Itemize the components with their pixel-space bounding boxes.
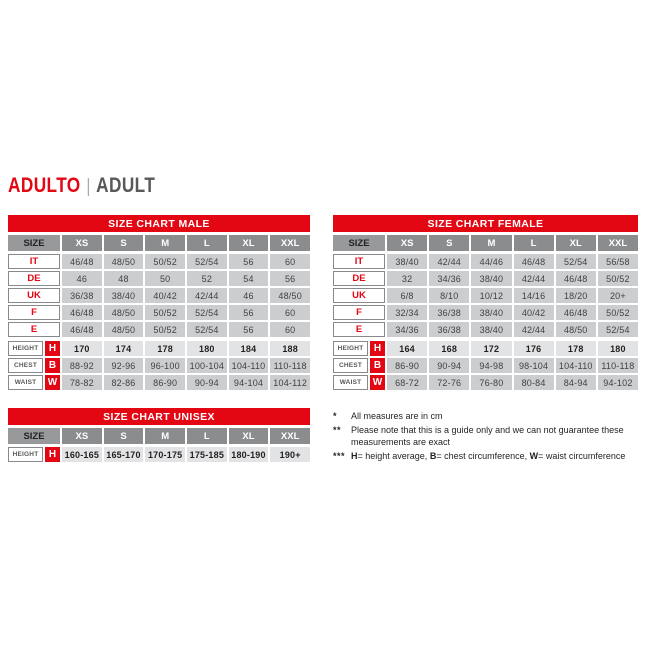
value-cell: 104-112 bbox=[270, 375, 310, 390]
size-row-de bbox=[8, 271, 310, 286]
header-cell-l: L bbox=[187, 428, 227, 444]
value-cell: 50/52 bbox=[598, 271, 638, 286]
note-text: All measures are in cm bbox=[351, 411, 443, 421]
value-cell: 42/44 bbox=[429, 254, 469, 269]
value-cell: 32/34 bbox=[387, 305, 427, 320]
value-cell: 190+ bbox=[270, 447, 310, 462]
value-cell: 172 bbox=[471, 341, 511, 356]
value-cell: 72-76 bbox=[429, 375, 469, 390]
region-label-uk: UK bbox=[333, 288, 385, 303]
header-cell-l: L bbox=[514, 235, 554, 251]
region-label-f: F bbox=[8, 305, 60, 320]
measure-label-group bbox=[8, 358, 60, 373]
measure-code-h: H bbox=[45, 447, 60, 462]
value-cell: 96-100 bbox=[145, 358, 185, 373]
value-cell: 6/8 bbox=[387, 288, 427, 303]
value-cell: 42/44 bbox=[187, 288, 227, 303]
size-row-de bbox=[333, 271, 638, 286]
measure-code-b: B bbox=[45, 358, 60, 373]
header-cell-xs: XS bbox=[62, 428, 102, 444]
value-cell: 52 bbox=[187, 271, 227, 286]
measure-code-b: B bbox=[370, 358, 385, 373]
value-cell: 38/40 bbox=[471, 305, 511, 320]
value-cell: 60 bbox=[270, 254, 310, 269]
region-label-de: DE bbox=[8, 271, 60, 286]
header-cell-xxl: XXL bbox=[598, 235, 638, 251]
value-cell: 48/50 bbox=[104, 322, 144, 337]
value-cell: 50/52 bbox=[598, 305, 638, 320]
header-cell-s: S bbox=[104, 428, 144, 444]
header-row bbox=[8, 235, 310, 251]
measure-row-height bbox=[333, 341, 638, 356]
measure-code-h: H bbox=[370, 341, 385, 356]
value-cell: 56 bbox=[229, 254, 269, 269]
value-cell: 44/46 bbox=[471, 254, 511, 269]
value-cell: 180-190 bbox=[229, 447, 269, 462]
header-cell-size: SIZE bbox=[8, 235, 60, 251]
page-title bbox=[8, 174, 155, 198]
value-cell: 52/54 bbox=[187, 322, 227, 337]
value-cell: 38/40 bbox=[387, 254, 427, 269]
value-cell: 46/48 bbox=[556, 305, 596, 320]
value-cell: 20+ bbox=[598, 288, 638, 303]
value-cell: 86-90 bbox=[145, 375, 185, 390]
value-cell: 170 bbox=[62, 341, 102, 356]
value-cell: 48/50 bbox=[104, 254, 144, 269]
size-chart-female bbox=[333, 215, 638, 392]
measure-label-waist: WAIST bbox=[8, 375, 43, 390]
note-marker: ** bbox=[333, 425, 342, 435]
value-cell: 46 bbox=[229, 288, 269, 303]
size-row-it bbox=[333, 254, 638, 269]
region-label-e: E bbox=[333, 322, 385, 337]
value-cell: 46/48 bbox=[556, 271, 596, 286]
value-cell: 50/52 bbox=[145, 322, 185, 337]
header-cell-m: M bbox=[471, 235, 511, 251]
value-cell: 174 bbox=[104, 341, 144, 356]
value-cell: 68-72 bbox=[387, 375, 427, 390]
header-cell-xs: XS bbox=[62, 235, 102, 251]
measure-label-group bbox=[8, 447, 60, 462]
value-cell: 10/12 bbox=[471, 288, 511, 303]
header-cell-m: M bbox=[145, 235, 185, 251]
measure-label-chest: CHEST bbox=[333, 358, 368, 373]
value-cell: 180 bbox=[187, 341, 227, 356]
value-cell: 84-94 bbox=[556, 375, 596, 390]
header-cell-s: S bbox=[104, 235, 144, 251]
value-cell: 180 bbox=[598, 341, 638, 356]
region-label-it: IT bbox=[8, 254, 60, 269]
value-cell: 94-98 bbox=[471, 358, 511, 373]
measure-code-w: W bbox=[45, 375, 60, 390]
value-cell: 34/36 bbox=[429, 271, 469, 286]
header-cell-xxl: XXL bbox=[270, 428, 310, 444]
size-chart-unisex-body bbox=[8, 428, 310, 462]
value-cell: 34/36 bbox=[387, 322, 427, 337]
value-cell: 50/52 bbox=[145, 305, 185, 320]
header-cell-xxl: XXL bbox=[270, 235, 310, 251]
note-text: H= height average, B= chest circumference, W= waist circumference bbox=[351, 450, 626, 461]
value-cell: 18/20 bbox=[556, 288, 596, 303]
value-cell: 175-185 bbox=[187, 447, 227, 462]
footnotes bbox=[333, 411, 635, 465]
measure-label-height: HEIGHT bbox=[8, 341, 43, 356]
value-cell: 52/54 bbox=[187, 305, 227, 320]
measure-label-height: HEIGHT bbox=[333, 341, 368, 356]
note-legend bbox=[333, 451, 635, 463]
value-cell: 14/16 bbox=[514, 288, 554, 303]
value-cell: 48/50 bbox=[270, 288, 310, 303]
size-chart-female-body bbox=[333, 235, 638, 390]
measure-code-w: W bbox=[370, 375, 385, 390]
measure-row-chest bbox=[333, 358, 638, 373]
header-cell-xs: XS bbox=[387, 235, 427, 251]
measure-label-height: HEIGHT bbox=[8, 447, 43, 462]
value-cell: 164 bbox=[387, 341, 427, 356]
page-title-secondary: ADULT bbox=[96, 174, 156, 197]
value-cell: 40/42 bbox=[514, 305, 554, 320]
measure-label-group bbox=[333, 341, 385, 356]
value-cell: 168 bbox=[429, 341, 469, 356]
value-cell: 48/50 bbox=[104, 305, 144, 320]
value-cell: 46 bbox=[62, 271, 102, 286]
value-cell: 110-118 bbox=[598, 358, 638, 373]
value-cell: 56/58 bbox=[598, 254, 638, 269]
header-cell-xl: XL bbox=[229, 428, 269, 444]
value-cell: 178 bbox=[556, 341, 596, 356]
size-row-e bbox=[8, 322, 310, 337]
value-cell: 38/40 bbox=[471, 271, 511, 286]
measure-label-group bbox=[333, 358, 385, 373]
measure-row-height bbox=[8, 447, 310, 462]
size-chart-male-banner: SIZE CHART MALE bbox=[8, 215, 310, 232]
size-row-f bbox=[8, 305, 310, 320]
value-cell: 46/48 bbox=[62, 322, 102, 337]
value-cell: 90-94 bbox=[429, 358, 469, 373]
value-cell: 160-165 bbox=[62, 447, 102, 462]
measure-label-group bbox=[8, 341, 60, 356]
measure-label-chest: CHEST bbox=[8, 358, 43, 373]
measure-label-waist: WAIST bbox=[333, 375, 368, 390]
value-cell: 46/48 bbox=[62, 254, 102, 269]
value-cell: 184 bbox=[229, 341, 269, 356]
header-cell-m: M bbox=[145, 428, 185, 444]
header-cell-size: SIZE bbox=[333, 235, 385, 251]
value-cell: 110-118 bbox=[270, 358, 310, 373]
value-cell: 54 bbox=[229, 271, 269, 286]
header-cell-xl: XL bbox=[556, 235, 596, 251]
page-title-separator: | bbox=[86, 176, 91, 197]
value-cell: 50/52 bbox=[145, 254, 185, 269]
value-cell: 56 bbox=[229, 305, 269, 320]
value-cell: 78-82 bbox=[62, 375, 102, 390]
value-cell: 104-110 bbox=[229, 358, 269, 373]
note-measures-in-cm bbox=[333, 411, 635, 423]
value-cell: 56 bbox=[270, 271, 310, 286]
region-label-uk: UK bbox=[8, 288, 60, 303]
header-row bbox=[8, 428, 310, 444]
value-cell: 176 bbox=[514, 341, 554, 356]
value-cell: 60 bbox=[270, 322, 310, 337]
region-label-it: IT bbox=[333, 254, 385, 269]
value-cell: 188 bbox=[270, 341, 310, 356]
measure-row-chest bbox=[8, 358, 310, 373]
value-cell: 90-94 bbox=[187, 375, 227, 390]
value-cell: 86-90 bbox=[387, 358, 427, 373]
header-cell-l: L bbox=[187, 235, 227, 251]
value-cell: 76-80 bbox=[471, 375, 511, 390]
value-cell: 52/54 bbox=[598, 322, 638, 337]
header-cell-xl: XL bbox=[229, 235, 269, 251]
page-title-primary: ADULTO bbox=[8, 174, 81, 197]
value-cell: 40/42 bbox=[145, 288, 185, 303]
value-cell: 170-175 bbox=[145, 447, 185, 462]
value-cell: 48 bbox=[104, 271, 144, 286]
size-row-e bbox=[333, 322, 638, 337]
measure-code-h: H bbox=[45, 341, 60, 356]
size-row-uk bbox=[8, 288, 310, 303]
value-cell: 36/38 bbox=[429, 305, 469, 320]
region-label-f: F bbox=[333, 305, 385, 320]
value-cell: 98-104 bbox=[514, 358, 554, 373]
value-cell: 178 bbox=[145, 341, 185, 356]
value-cell: 46/48 bbox=[62, 305, 102, 320]
size-chart-male-body bbox=[8, 235, 310, 390]
value-cell: 52/54 bbox=[187, 254, 227, 269]
measure-label-group bbox=[333, 375, 385, 390]
value-cell: 8/10 bbox=[429, 288, 469, 303]
measure-row-height bbox=[8, 341, 310, 356]
value-cell: 56 bbox=[229, 322, 269, 337]
value-cell: 48/50 bbox=[556, 322, 596, 337]
measure-row-waist bbox=[8, 375, 310, 390]
size-row-uk bbox=[333, 288, 638, 303]
value-cell: 94-102 bbox=[598, 375, 638, 390]
value-cell: 60 bbox=[270, 305, 310, 320]
region-label-de: DE bbox=[333, 271, 385, 286]
value-cell: 88-92 bbox=[62, 358, 102, 373]
note-marker: *** bbox=[333, 450, 346, 461]
header-row bbox=[333, 235, 638, 251]
value-cell: 36/38 bbox=[62, 288, 102, 303]
measure-label-group bbox=[8, 375, 60, 390]
value-cell: 52/54 bbox=[556, 254, 596, 269]
region-label-e: E bbox=[8, 322, 60, 337]
value-cell: 42/44 bbox=[514, 271, 554, 286]
note-marker: * bbox=[333, 411, 338, 421]
header-cell-size: SIZE bbox=[8, 428, 60, 444]
value-cell: 50 bbox=[145, 271, 185, 286]
note-guide-only bbox=[333, 425, 635, 448]
value-cell: 38/40 bbox=[104, 288, 144, 303]
value-cell: 94-104 bbox=[229, 375, 269, 390]
note-text: Please note that this is a guide only and we can not guarantee these measurements are exact bbox=[351, 425, 624, 447]
size-chart-female-banner: SIZE CHART FEMALE bbox=[333, 215, 638, 232]
value-cell: 46/48 bbox=[514, 254, 554, 269]
header-cell-s: S bbox=[429, 235, 469, 251]
value-cell: 104-110 bbox=[556, 358, 596, 373]
size-chart-unisex bbox=[8, 408, 310, 464]
measure-row-waist bbox=[333, 375, 638, 390]
value-cell: 165-170 bbox=[104, 447, 144, 462]
value-cell: 92-96 bbox=[104, 358, 144, 373]
size-chart-male bbox=[8, 215, 310, 392]
value-cell: 42/44 bbox=[514, 322, 554, 337]
value-cell: 36/38 bbox=[429, 322, 469, 337]
value-cell: 80-84 bbox=[514, 375, 554, 390]
value-cell: 38/40 bbox=[471, 322, 511, 337]
value-cell: 100-104 bbox=[187, 358, 227, 373]
size-row-f bbox=[333, 305, 638, 320]
value-cell: 32 bbox=[387, 271, 427, 286]
size-chart-unisex-banner: SIZE CHART UNISEX bbox=[8, 408, 310, 425]
size-row-it bbox=[8, 254, 310, 269]
value-cell: 82-86 bbox=[104, 375, 144, 390]
